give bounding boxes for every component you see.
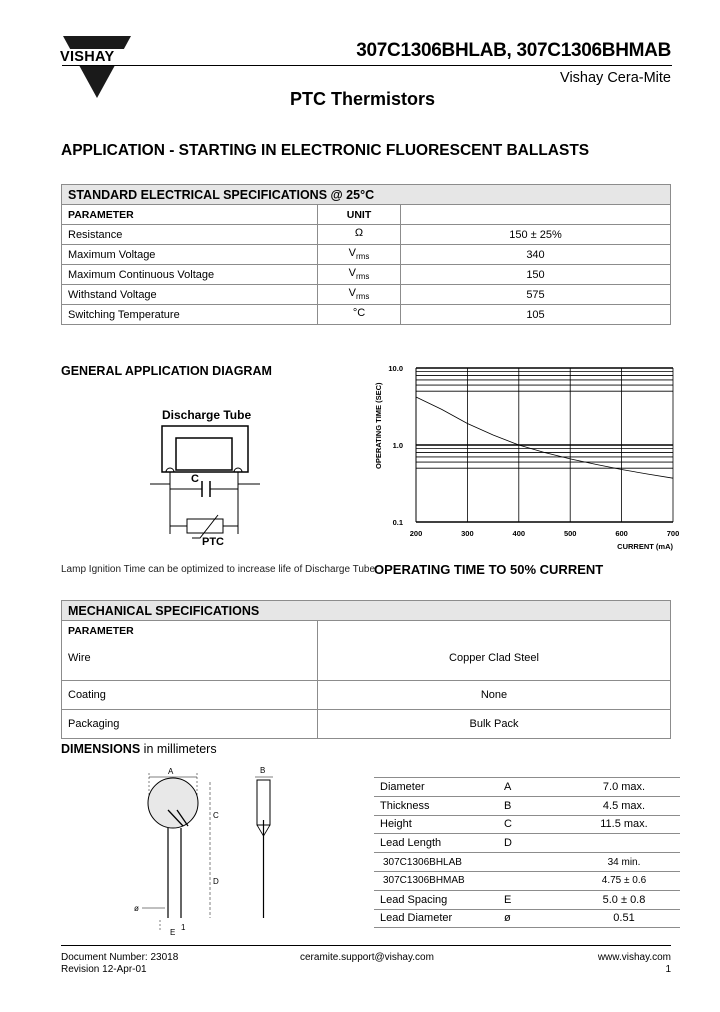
x-tick-label: 600 — [615, 529, 628, 538]
table-row: Thickness B 4.5 max. — [374, 796, 680, 815]
x-tick-label: 400 — [512, 529, 526, 538]
mechanical-spec-title: MECHANICAL SPECIFICATIONS — [62, 601, 671, 621]
table-row: Lead Length D — [374, 834, 680, 853]
x-tick-label: 300 — [461, 529, 474, 538]
y-tick-label: 0.1 — [392, 518, 403, 527]
mech-col-parameter: PARAMETER — [62, 621, 318, 653]
x-tick-label: 500 — [563, 529, 577, 538]
table-row — [62, 265, 671, 285]
param-value: 340 — [401, 245, 671, 265]
dimensions-table — [374, 777, 680, 928]
table-row — [62, 305, 671, 325]
dim-label-a: A — [168, 767, 174, 776]
revision: Revision 12-Apr-01 — [61, 964, 147, 975]
table-row: 307C1306BHLAB 34 min. — [374, 853, 680, 872]
header-rule — [62, 65, 672, 66]
param-unit: $V_{rms}$ — [318, 285, 401, 305]
footer-rule — [61, 945, 671, 946]
dimension-drawing — [120, 760, 290, 940]
x-axis-label: CURRENT (mA) — [617, 542, 673, 551]
table-row: 307C1306BHMAB 4.75 ± 0.6 — [374, 871, 680, 890]
param-value: 105 — [401, 305, 671, 325]
param-value: 150 — [401, 265, 671, 285]
application-title: APPLICATION - STARTING IN ELECTRONIC FLUORESCENT BALLASTS — [61, 142, 590, 159]
part-numbers: 307C1306BHLAB, 307C1306BHMAB — [356, 40, 671, 61]
diagram-title: GENERAL APPLICATION DIAGRAM — [61, 364, 272, 378]
table-row — [62, 652, 671, 681]
application-circuit-diagram — [140, 402, 270, 552]
mech-param-name: Coating — [62, 681, 318, 710]
doc-number: Document Number: 23018 — [61, 952, 179, 963]
tube-label: Discharge Tube — [162, 408, 252, 422]
page-number: 1 — [665, 964, 671, 975]
x-tick-label: 200 — [409, 529, 423, 538]
param-unit: $V_{rms}$ — [318, 265, 401, 285]
dim-label-b: B — [260, 766, 266, 775]
operating-time-chart — [364, 358, 684, 558]
col-unit: UNIT — [318, 205, 401, 225]
param-unit: $V_{rms}$ — [318, 245, 401, 265]
table-row — [62, 225, 671, 245]
mech-param-value: Bulk Pack — [318, 710, 671, 739]
dim-label-one: 1 — [181, 923, 186, 932]
ptc-label: PTC — [202, 536, 224, 548]
param-name: Resistance — [62, 225, 318, 245]
table-row: Height C 11.5 max. — [374, 815, 680, 834]
vishay-logo-icon — [63, 36, 131, 98]
param-value: 150 ± 25% — [401, 225, 671, 245]
table-row: Lead Spacing E 5.0 ± 0.8 — [374, 890, 680, 909]
mech-param-name: Wire — [62, 652, 318, 681]
col-parameter: PARAMETER — [62, 205, 318, 225]
mech-param-value: Copper Clad Steel — [318, 652, 671, 681]
electrical-spec-title: STANDARD ELECTRICAL SPECIFICATIONS @ 25°C — [62, 185, 671, 205]
electrical-spec-table — [61, 184, 671, 325]
param-unit: °C — [318, 305, 401, 325]
param-value: 575 — [401, 285, 671, 305]
brand-name: Vishay Cera-Mite — [560, 70, 671, 86]
table-row — [62, 285, 671, 305]
dim-label-dia: ø — [134, 904, 139, 913]
logo-text: VISHAY — [60, 49, 115, 65]
document-title: PTC Thermistors — [290, 89, 436, 109]
x-tick-label: 700 — [666, 529, 680, 538]
series-line — [416, 397, 673, 478]
y-axis-label: OPERATING TIME (SEC) — [374, 382, 383, 469]
y-tick-label: 1.0 — [392, 441, 403, 450]
mech-param-name: Packaging — [62, 710, 318, 739]
table-row — [62, 681, 671, 710]
mechanical-spec-table — [61, 600, 671, 739]
mech-param-value: None — [318, 681, 671, 710]
chart-title: OPERATING TIME TO 50% CURRENT — [374, 562, 604, 577]
dim-label-e: E — [170, 928, 176, 937]
dim-label-c: C — [213, 811, 219, 820]
dim-label-d: D — [213, 877, 219, 886]
y-tick-label: 10.0 — [388, 364, 403, 373]
support-email-link[interactable]: ceramite.support@vishay.com — [300, 952, 434, 963]
table-row: Lead Diameter ø 0.51 — [374, 909, 680, 928]
diagram-caption: Lamp Ignition Time can be optimized to increase life of Discharge Tube — [61, 564, 376, 575]
param-name: Switching Temperature — [62, 305, 318, 325]
param-name: Withstand Voltage — [62, 285, 318, 305]
param-name: Maximum Continuous Voltage — [62, 265, 318, 285]
param-name: Maximum Voltage — [62, 245, 318, 265]
table-row: Diameter A 7.0 max. — [374, 778, 680, 797]
website-link[interactable]: www.vishay.com — [597, 952, 671, 963]
capacitor-label: C — [191, 473, 199, 485]
table-row — [62, 245, 671, 265]
param-unit: Ω — [318, 225, 401, 245]
table-row — [62, 710, 671, 739]
dimensions-title: DIMENSIONS in millimeters — [61, 742, 217, 756]
